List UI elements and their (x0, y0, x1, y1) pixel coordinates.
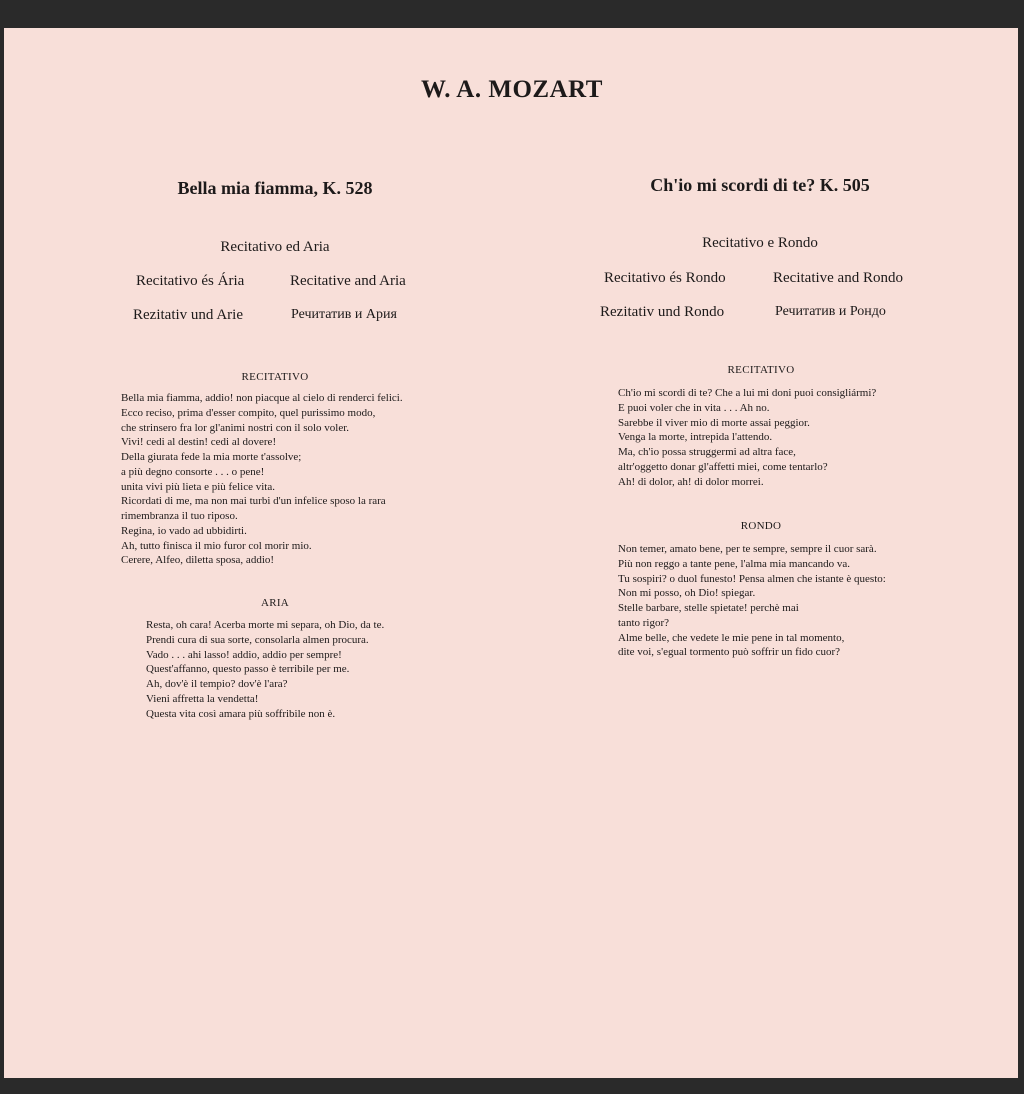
verse-line: dite voi, s'egual tormento può soffrir un fido cuor? (618, 646, 841, 659)
right-subtitle-en: Recitative and Rondo (773, 270, 903, 286)
verse-line: Sarebbe il viver mio di morte assai peggior. (618, 416, 810, 429)
verse-line: che strinsero fra lor gl'animi nostri con il solo voler. (121, 421, 350, 434)
left-recitativo-text (121, 391, 403, 568)
right-recitativo-text (618, 386, 876, 489)
verse-line: Stelle barbare, stelle spietate! perchè mai (618, 602, 799, 614)
verse-line: Alme belle, che vedete le mie pene in tal momento, (618, 631, 845, 644)
verse-line: E puoi voler che in vita . . . Ah no. (618, 401, 770, 414)
verse-line: a più degno consorte . . . o pene! (121, 465, 265, 478)
verse-line: Ch'io mi scordi di te? Che a lui mi doni puoi consigliármi? (618, 387, 877, 399)
page-title: W. A. MOZART (420, 76, 603, 103)
verse-line: Ricordati di me, ma non mai turbi d'un infelice sposo la rara (121, 495, 386, 508)
verse-line: Prendi cura di sua sorte, consolarla almen procura. (146, 633, 369, 646)
left-title: Bella mia fiamma, K. 528 (177, 178, 373, 198)
verse-line: Venga la morte, intrepida l'attendo. (618, 431, 773, 444)
left-subtitle-ru: Речитатив и Ария (291, 307, 397, 322)
verse-line: unita vivi più lieta e più felice vita. (121, 480, 275, 493)
right-subtitle-ru: Речитатив и Рондо (775, 304, 886, 319)
verse-line: Bella mia fiamma, addio! non piacque al cielo di renderci felici. (121, 392, 403, 404)
left-subtitle-hu: Recitativo és Ária (136, 273, 245, 289)
verse-line: Tu sospiri? o duol funesto! Pensa almen che istante è questo: (618, 572, 886, 585)
verse-line: Vado . . . ahi lasso! addio, addio per sempre! (146, 648, 342, 661)
verse-line: Vieni affretta la vendetta! (146, 692, 259, 705)
verse-line: Resta, oh cara! Acerba morte mi separa, oh Dio, da te. (146, 619, 385, 631)
right-recitativo-heading: RECITATIVO (727, 364, 795, 376)
left-subtitle-main: Recitativo ed Aria (220, 239, 330, 255)
verse-line: Ma, ch'io possa struggermi ad altra face, (618, 446, 796, 458)
verse-line: Della giurata fede la mia morte t'assolve; (121, 451, 302, 463)
verse-line: Ecco reciso, prima d'esser compito, quel purissimo modo, (121, 406, 376, 419)
verse-line: Più non reggo a tante pene, l'alma mia mancando va. (618, 557, 850, 570)
verse-line: rimembranza il tuo riposo. (121, 510, 238, 522)
right-rondo-text (618, 542, 886, 660)
left-subtitle-en: Recitative and Aria (290, 273, 406, 289)
verse-line: Quest'affanno, questo passo è terribile per me. (146, 663, 350, 676)
left-aria-text (146, 618, 384, 721)
verse-line: Vivi! cedi al destin! cedi al dovere! (121, 436, 277, 449)
verse-line: Ah! di dolor, ah! di dolor morrei. (618, 475, 764, 488)
verse-line: Regina, io vado ad ubbidirti. (121, 524, 247, 537)
left-aria-heading: ARIA (260, 597, 290, 609)
verse-line: Questa vita così amara più soffribile non è. (146, 707, 336, 720)
verse-line: Non temer, amato bene, per te sempre, sempre il cuor sarà. (618, 543, 877, 555)
right-subtitle-hu: Recitativo és Rondo (604, 270, 726, 286)
verse-line: altr'oggetto donar gl'affetti miei, come tentarlo? (618, 460, 828, 473)
right-title: Ch'io mi scordi di te? K. 505 (650, 175, 870, 195)
verse-line: tanto rigor? (618, 616, 670, 629)
right-subtitle-de: Rezitativ und Rondo (600, 304, 725, 320)
verse-line: Cerere, Alfeo, diletta sposa, addio! (121, 554, 275, 567)
verse-line: Ah, tutto finisca il mio furor col morir mio. (121, 539, 312, 552)
left-recitativo-heading: RECITATIVO (241, 371, 309, 383)
verse-line: Ah, dov'è il tempio? dov'è l'ara? (146, 678, 288, 690)
right-subtitle-main: Recitativo e Rondo (702, 235, 818, 251)
verse-line: Non mi posso, oh Dio! spiegar. (618, 587, 756, 600)
right-rondo-heading: RONDO (740, 520, 782, 532)
left-subtitle-de: Rezitativ und Arie (133, 307, 243, 323)
